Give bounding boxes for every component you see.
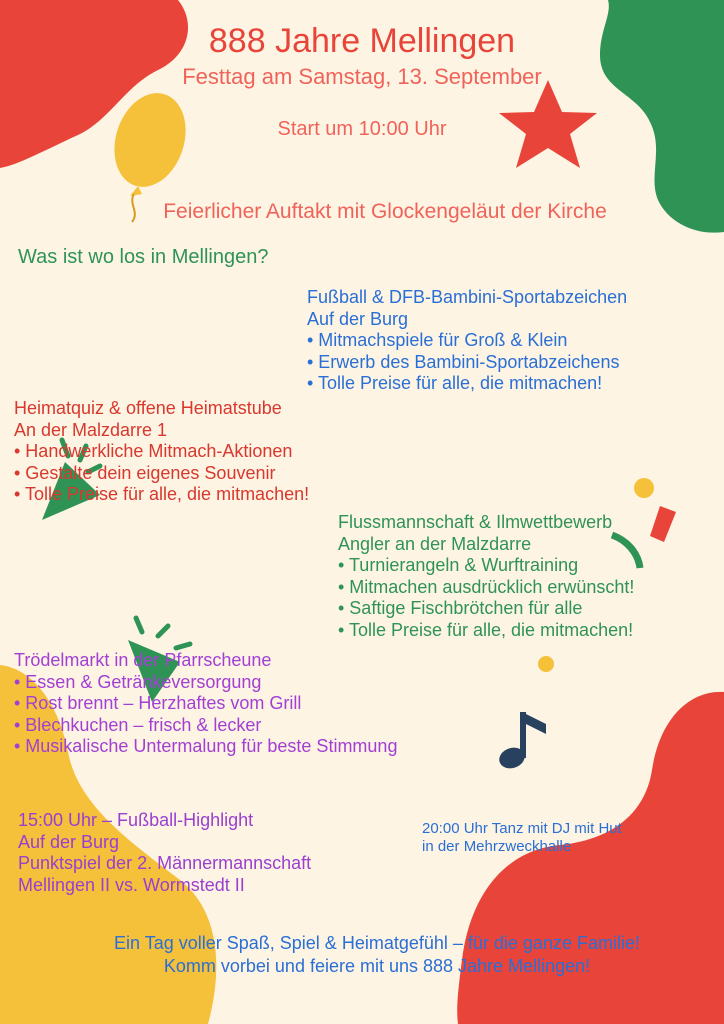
highlight-line: Auf der Burg	[18, 831, 120, 852]
fussball-location: Auf der Burg	[307, 308, 409, 329]
footer-line: Ein Tag voller Spaß, Spiel & Heimatgefühl – für die ganze Familie!	[114, 933, 640, 953]
section-question: Was ist wo los in Mellingen?	[18, 246, 269, 268]
list-item: • Musikalische Untermalung für beste Stimmung	[14, 736, 398, 756]
highlight-line: Punktspiel der 2. Männermannschaft	[18, 853, 312, 873]
music-note-icon	[497, 712, 546, 772]
fussball-heading: Fußball & DFB-Bambini-Sportabzeichen	[307, 287, 628, 307]
heimat-section	[14, 398, 309, 506]
list-item: • Tolle Preise für alle, die mitmachen!	[307, 373, 603, 393]
list-item: • Saftige Fischbrötchen für alle	[338, 598, 583, 618]
fluss-location: Angler an der Malzdarre	[338, 533, 532, 554]
list-item: • Tolle Preise für alle, die mitmachen!	[338, 619, 634, 640]
troedel-section	[14, 650, 397, 758]
fluss-heading: Flussmannschaft & Ilmwettbewerb	[338, 512, 613, 532]
list-item: • Mitmachspiele für Groß & Klein	[307, 330, 568, 350]
list-item: • Turnierangeln & Wurftraining	[338, 555, 579, 575]
heimat-location: An der Malzdarre 1	[14, 419, 168, 440]
troedel-heading: Trödelmarkt in der Pfarrscheune	[14, 650, 272, 670]
list-item: • Erwerb des Bambini-Sportabzeichens	[307, 351, 620, 372]
list-item: • Essen & Getränkeversorgung	[14, 671, 262, 692]
tanz-location: in der Mehrzweckhalle	[422, 838, 572, 855]
list-item: • Rost brennt – Herzhaftes vom Grill	[14, 693, 302, 713]
list-item: • Mitmachen ausdrücklich erwünscht!	[338, 576, 635, 597]
tanz-section	[422, 820, 622, 856]
fluss-section	[338, 512, 634, 641]
highlight-heading: 15:00 Uhr – Fußball-Highlight	[18, 810, 254, 830]
tanz-heading: 20:00 Uhr Tanz mit DJ mit Hut	[422, 820, 622, 837]
highlight-line: Mellingen II vs. Wormstedt II	[18, 874, 245, 895]
list-item: • Gestalte dein eigenes Souvenir	[14, 462, 276, 483]
fussball-section	[307, 287, 627, 395]
list-item: • Blechkuchen – frisch & lecker	[14, 714, 262, 735]
heimat-heading: Heimatquiz & offene Heimatstube	[14, 398, 282, 418]
list-item: • Tolle Preise für alle, die mitmachen!	[14, 484, 310, 504]
start-time: Start um 10:00 Uhr	[277, 118, 447, 140]
page-subtitle: Festtag am Samstag, 13. September	[182, 64, 542, 89]
highlight-section	[18, 810, 311, 896]
footer-line: Komm vorbei und feiere mit uns 888 Jahre Mellingen!	[163, 956, 591, 976]
intro-line: Feierlicher Auftakt mit Glockengeläut der Kirche	[163, 200, 607, 223]
footer-section	[0, 932, 724, 978]
page-title: 888 Jahre Mellingen	[208, 22, 516, 60]
list-item: • Handwerkliche Mitmach-Aktionen	[14, 441, 293, 461]
